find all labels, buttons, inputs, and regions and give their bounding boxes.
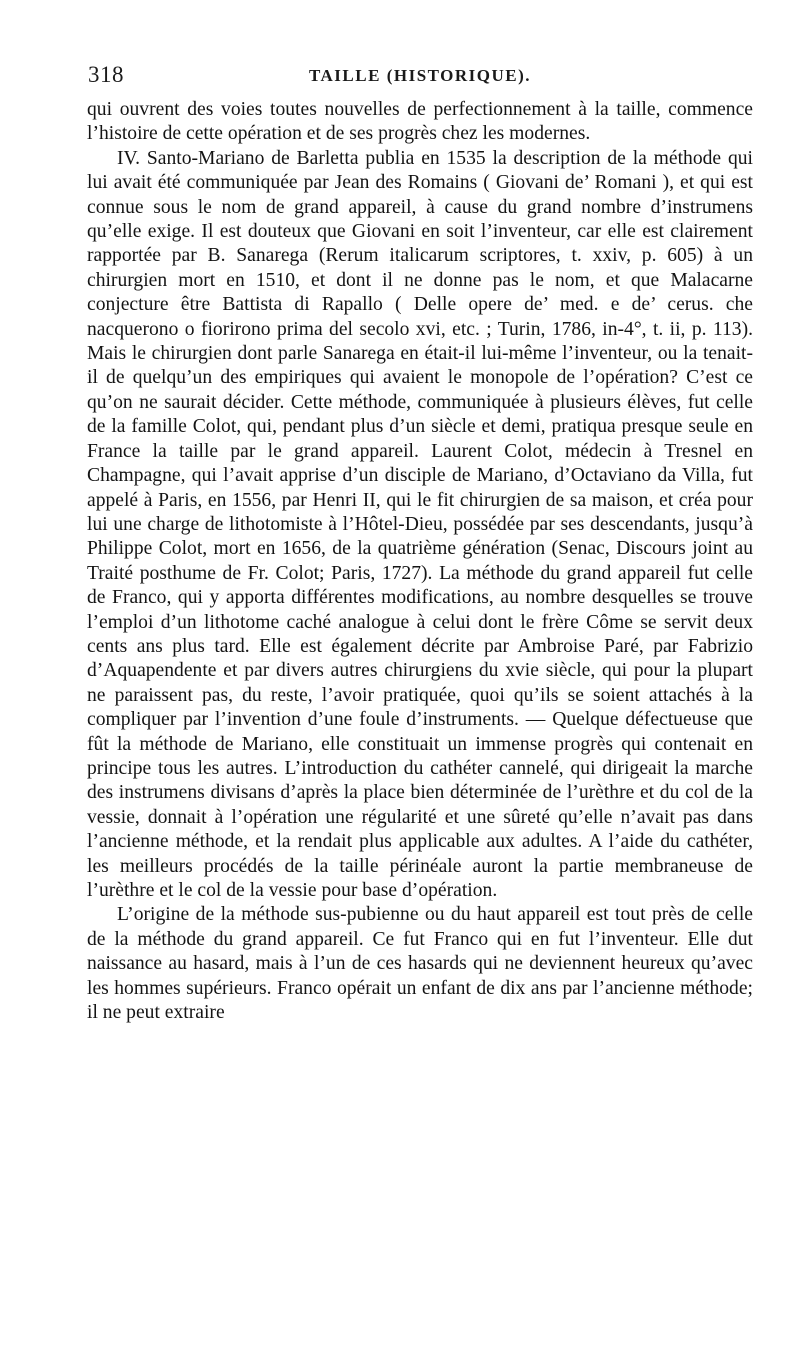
paragraph-section-iv: IV. Santo-Mariano de Barletta publia en 1535 la description de la méthode qui lui avait été communiquée par Jean des Romains ( Giovani de’ Romani ), et qui est connue sous le nom de grand appareil, à cause du grand nombre d’instrumens qu’elle exige. Il est douteux que Giovani en soit l’inventeur, car elle est clairement rapportée par B. Sanarega (Rerum italicarum scriptores, t. xxiv, p. 605) à un chirurgien mort en 1510, et dont il ne donne pas le nom, et que Malacarne conjecture être Battista di Rapallo ( Delle opere de’ med. e de’ cerus. che nacquerono o fiorirono prima del secolo xvi, etc. ; Turin, 1786, in-4°, t. ii, p. 113). Mais le chirurgien dont parle Sanarega en était-il lui-même l’inventeur, ou la tenait-il de quelqu’un des empiriques qui avaient le monopole de l’opération? C’est ce qu’on ne saurait décider. Cette méthode, communiquée à plusieurs élèves, fut celle de la famille Colot, qui, pendant plus d’un siècle et demi, pratiqua presque seule en France la taille par le grand appareil. Laurent Colot, médecin à Tresnel en Champagne, qui l’avait apprise d’un disciple de Mariano, d’Octaviano da Villa, fut appelé à Paris, en 1556, par Henri II, qui le fit chirurgien de sa maison, et créa pour lui une charge de lithotomiste à l’Hôtel-Dieu, possédée par ses descendants, jusqu’à Philippe Colot, mort en 1656, de la quatrième génération (Senac, Discours joint au Traité posthume de Fr. Colot; Paris, 1727). La méthode du grand appareil fut celle de Franco, qui y apporta différentes modifications, au nombre desquelles se trouve l’emploi d’un lithotome caché analogue à celui dont le frère Côme se servit deux cents ans plus tard. Elle est également décrite par Ambroise Paré, par Fabrizio d’Aquapendente et par divers autres chirurgiens du xvie siècle, qui pour la plupart ne paraissent pas, du reste, l’avoir pratiquée, quoi qu’ils se soient attachés à la compliquer par l’invention d’une foule d’instruments. — Quelque défectueuse que fût la méthode de Mariano, elle constituait un immense progrès qui contenait en principe tous les autres. L’introduction du cathéter cannelé, qui dirigeait la marche des instrumens divisans d’après la place bien déterminée de l’urèthre et du col de la vessie, donnait à l’opération une régularité et une sûreté qu’elle n’avait pas dans l’ancienne méthode, et la rendait plus applicable aux adultes. A l’aide du cathéter, les meilleurs procédés de la taille périnéale auront la partie membraneuse de l’urèthre et le col de la vessie pour base d’opération.: [87, 147, 753, 901]
paragraph-haut-appareil: L’origine de la méthode sus-pubienne ou du haut appareil est tout près de celle de la méthode du grand appareil. Ce fut Franco qui en fut l’inventeur. Elle dut naissance au hasard, mais à l’un de ces hasards qui ne deviennent heureux qu’avec les hommes supérieurs. Franco opérait un enfant de dix ans par l’ancienne méthode; il ne peut extraire: [87, 904, 753, 1024]
paragraph-continuation: qui ouvrent des voies toutes nouvelles de perfectionnement à la taille, commence l’histoire de cette opération et de ses progrès chez les modernes.: [87, 99, 753, 145]
running-head: TAILLE (HISTORIQUE).: [308, 66, 532, 85]
body-text: [87, 98, 753, 1025]
page-header: [88, 62, 752, 92]
page-number: 318: [88, 62, 124, 87]
